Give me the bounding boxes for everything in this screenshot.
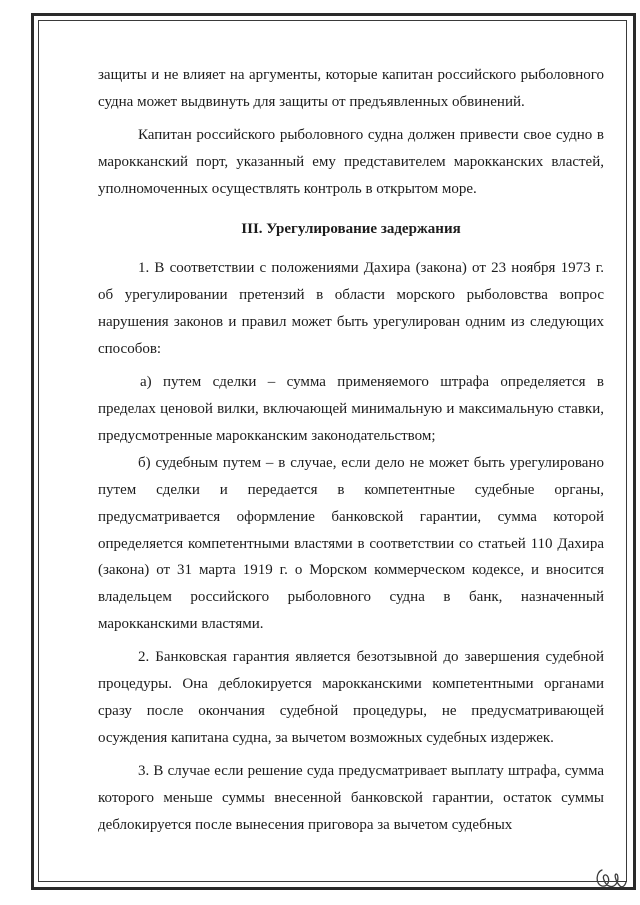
handwritten-initials: [592, 862, 628, 892]
document-body: [98, 62, 604, 838]
paragraph-continuation: защиты и не влияет на аргументы, которые капитан российского рыболовного судна может выдвинуть для защиты от предъявленных обвинений.: [98, 67, 604, 110]
section-heading: III. Урегулирование задержания: [241, 220, 461, 237]
paragraph-captain-port: Капитан российского рыболовного судна должен привести свое судно в марокканский порт, указанный ему представителем марокканских властей, уполномоченных осуществлять контроль в открытом море.: [98, 126, 604, 197]
paragraph-subitem-b: б) судебным путем – в случае, если дело не может быть урегулировано путем сделки и передается в компетентные судебные органы, предусматривается оформление банковской гарантии, сумма которой определяется компетентными властями в соответствии со статьей 110 Дахира (закона) от 31 марта 1919 г. о Морском коммерческом кодексе, и вносится владельцем российского рыболовного судна в банк, назначенный марокканскими властями.: [98, 454, 604, 633]
paragraph-subitem-a: а) путем сделки – сумма применяемого штрафа определяется в пределах ценовой вилки, включающей минимальную и максимальную ставки, предусмотренные марокканским законодательством;: [98, 374, 604, 444]
paragraph-item-2: 2. Банковская гарантия является безотзывной до завершения судебной процедуры. Она деблокируется марокканскими компетентными органами сразу после окончания судебной процедуры, не предусматривающей осуждения капитана судна, за вычетом возможных судебных издержек.: [98, 649, 604, 746]
paragraph-item-1: 1. В соответствии с положениями Дахира (закона) от 23 ноября 1973 г. об урегулировании претензий в области морского рыболовства вопрос нарушения законов и правил может быть урегулирован одним из следующих способов:: [98, 260, 604, 358]
paragraph-item-3: 3. В случае если решение суда предусматривает выплату штрафа, сумма которого меньше суммы внесенной банковской гарантии, остаток суммы деблокируется после вынесения приговора за вычетом судебных: [98, 762, 604, 833]
